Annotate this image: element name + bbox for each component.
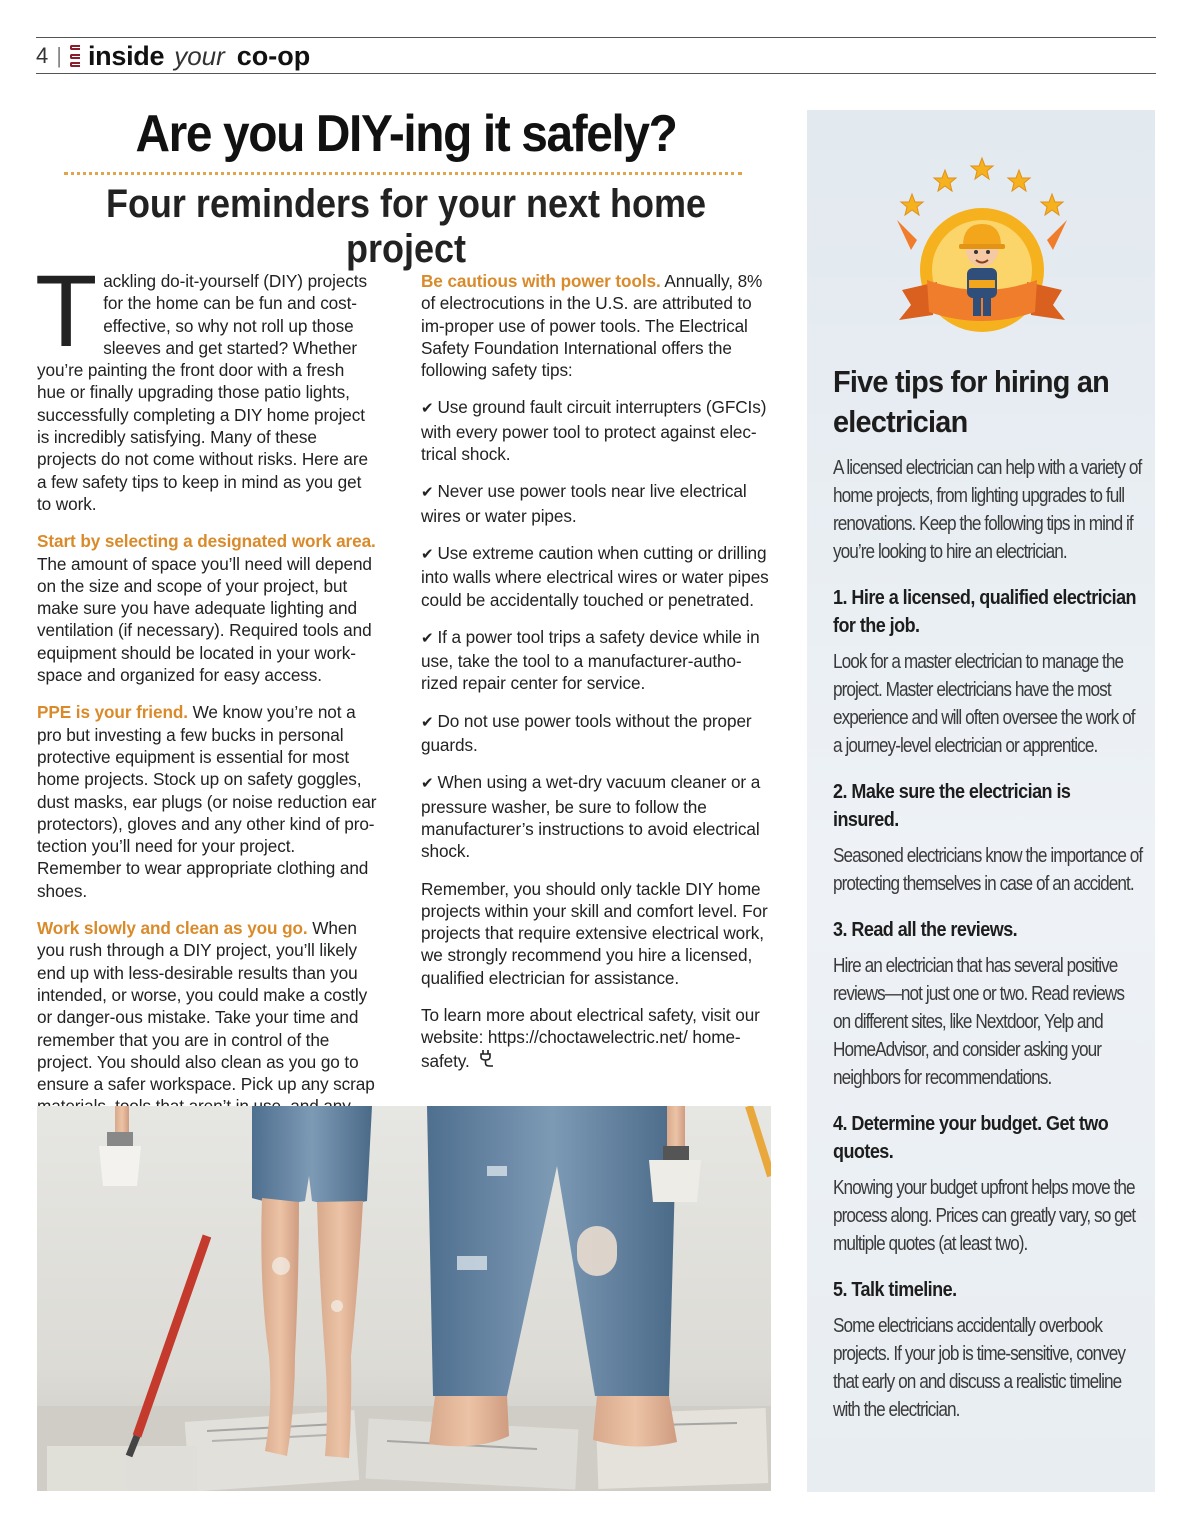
check-icon: ✔ — [421, 775, 434, 793]
article-column-1 — [35, 254, 377, 1155]
header-word-your: your — [174, 40, 225, 71]
header-word-inside: inside — [87, 40, 165, 71]
tip-heading: 4. Determine your budget. Get two quotes. — [833, 1113, 1109, 1163]
safety-tip: ✔ Use ground fault circuit interrupters (GFCIs) with every power tool to protect against elec-trical shock. — [421, 397, 767, 465]
header-separator: | — [56, 43, 62, 68]
page-number: 4 — [36, 43, 49, 68]
closing-paragraph: Remember, you should only tackle DIY home projects within your skill and comfort level. For projects that require extensive electrical work, we strongly recommend you hire a licensed, qualified electrician for assistance. — [421, 878, 768, 988]
header-word-coop: co-op — [236, 40, 311, 71]
section-lead: Be cautious with power tools. — [421, 271, 661, 291]
article-title: Are you DIY-ing it safely? — [135, 105, 677, 163]
cec-logo-icon — [70, 45, 80, 67]
sidebar-body — [833, 454, 1143, 1442]
learn-more-paragraph — [421, 1004, 771, 1072]
learn-more-text: To learn more about electrical safety, visit our website: https://choctawelectric.net/ home-safety. — [421, 1005, 760, 1071]
tip-text: Look for a master electrician to manage the project. Master electricians have the most experience and will often oversee the work of a journey-level electrician or apprentice. — [833, 651, 1135, 757]
page-header — [36, 42, 310, 70]
check-icon: ✔ — [421, 713, 434, 731]
section-text: The amount of space you’ll need will depend on the size and scope of your project, but make sure you have adequate lighting and ventilation (if necessary). Required tools and equipment should be located in your work-space and organized for easy access. — [37, 553, 372, 686]
tip-text: Hire an electrician that has several positive reviews—not just one or two. Read reviews on different sites, like Nextdoor, Yelp and HomeAdvisor, and consider asking your neighbors for recommendations. — [833, 955, 1125, 1089]
hiring-tips-sidebar — [807, 110, 1155, 1492]
article-subtitle: Four reminders for your next home project — [105, 182, 707, 271]
tip-heading: 2. Make sure the electrician is insured. — [833, 781, 1071, 831]
section-lead: Start by selecting a designated work area. — [37, 531, 376, 552]
photo-illustration — [37, 1106, 771, 1491]
safety-tip: ✔ If a power tool trips a safety device while in use, take the tool to a manufacturer-autho-rized repair center for service. — [421, 626, 760, 694]
title-divider — [64, 172, 742, 175]
safety-tip: ✔ Do not use power tools without the proper guards. — [421, 710, 752, 756]
tip-text: Seasoned electricians know the importance of protecting themselves in case of an accident. — [833, 845, 1143, 895]
intro-paragraph — [35, 254, 377, 515]
check-icon: ✔ — [421, 629, 434, 647]
section-text: When you rush through a DIY project, you’ll likely end up with less-desirable results than you intended, or worse, you could make a costly or danger-ous mistake. Take your time and remember that you are in control of the project. You should also clean as you go to ensure a safer workspace. Pick up any scrap — [37, 918, 375, 1095]
header-rule-top — [36, 37, 1156, 38]
safety-tip: ✔ Never use power tools near live electrical wires or water pipes. — [421, 481, 747, 526]
electrician-five-star-badge-icon — [897, 150, 1067, 340]
photo-two-people-painting — [37, 1106, 771, 1491]
tip-heading: 3. Read all the reviews. — [833, 919, 1018, 941]
section-ppe — [37, 701, 377, 902]
check-icon: ✔ — [421, 484, 434, 502]
header-rule-bottom — [36, 73, 1156, 74]
tip-heading: 1. Hire a licensed, qualified electrician for the job. — [833, 587, 1137, 637]
check-icon: ✔ — [421, 400, 434, 418]
article-column-2 — [421, 270, 771, 1087]
section-text: We know you’re not a pro but investing a few bucks in personal protective equipment is essential for most home projects. Stock up on safety goggles, dust masks, ear plugs (or noise reduction ear protectors), gloves and any other kind of pro-tection you’ll need for your project. Remember to wear appropriate clothing and shoes. — [37, 702, 377, 901]
safety-tip: ✔ When using a wet-dry vacuum cleaner or a pressure washer, be sure to follow the manufacturer’s instructions to avoid electrical shock. — [421, 772, 761, 862]
safety-tip: ✔ Use extreme caution when cutting or drilling into walls where electrical wires or water pipes could be accidentally touched or penetrated. — [421, 542, 769, 610]
sidebar-title: Five tips for hiring an electrician — [833, 364, 1110, 439]
drop-cap: T — [35, 254, 98, 368]
tip-heading: 5. Talk timeline. — [833, 1279, 957, 1301]
section-lead: Work slowly and clean as you go. — [37, 918, 308, 939]
tip-text: Knowing your budget upfront helps move the process along. Prices can greatly vary, so get multiple quotes (at least two). — [833, 1177, 1136, 1255]
section-work-area — [37, 530, 377, 686]
sidebar-intro: A licensed electrician can help with a variety of home projects, from lighting upgrades to full renovations. Keep the following tips in mind if you’re looking to hire an electrician. — [833, 457, 1142, 563]
plug-icon — [480, 1049, 494, 1067]
tip-text: Some electricians accidentally overbook projects. If your job is time-sensitive, convey that early on and discuss a realistic timeline with the electrician. — [833, 1315, 1126, 1421]
intro-text: ackling do-it-yourself (DIY) projects for the home can be fun and cost-effective, so why not roll up those sleeves and get started? Whether you’re painting the front door with a fresh hue or finally upgrading those patio lights, successfully completing a DIY home project is incredibly satisfying. Many of these projects do not come without risks. Here are a few safety tips to keep in mind as you get to work. — [37, 271, 368, 514]
check-icon: ✔ — [421, 545, 434, 563]
section-power-tools — [421, 270, 771, 381]
section-text: Annually, 8% of electrocutions in the U.S. are attributed to im-proper use of power tools. The Electrical Safety Foundation International offers the following safety tips: — [421, 271, 763, 381]
section-lead: PPE is your friend. — [37, 702, 188, 723]
